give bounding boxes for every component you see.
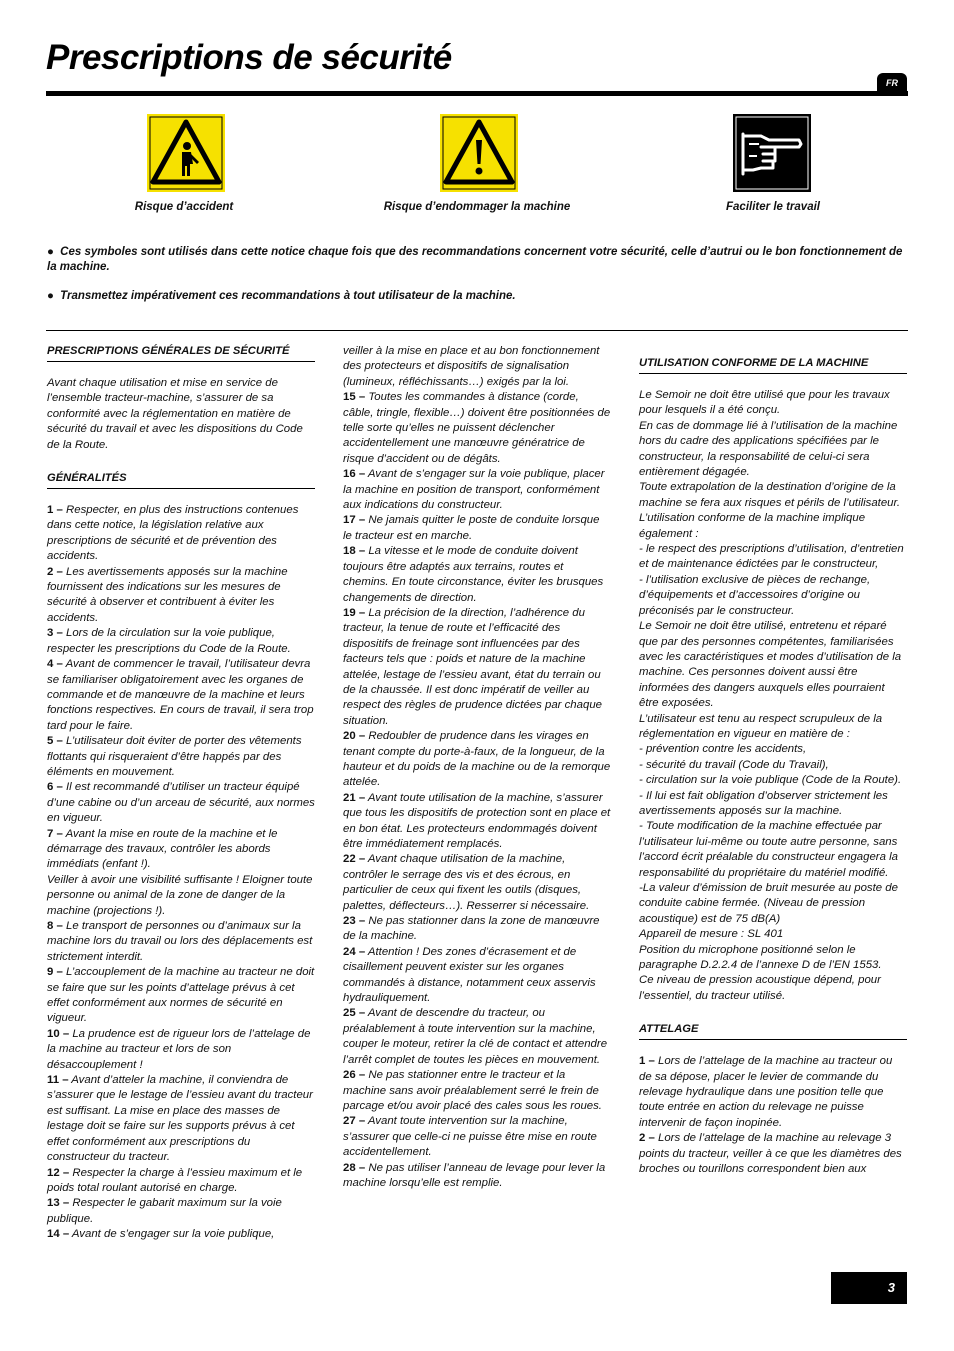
item-text: La vitesse et le mode de conduite doivent toujours être adaptés aux terrains, routes et chemins. En toute circonstance, éviter les brusques changements de direction. xyxy=(343,545,604,604)
section-heading: PRESCRIPTIONS GÉNÉRALES DE SÉCURITÉ xyxy=(47,344,315,362)
machine-damage-warning-icon xyxy=(440,114,518,192)
numbered-item xyxy=(47,1027,315,1073)
numbered-item xyxy=(343,1006,611,1068)
paragraph: -La valeur d’émission de bruit mesurée au poste de conduite cabine fermée. (Niveau de pression acoustique) est de 75 dB(A) xyxy=(639,882,898,925)
numbered-item xyxy=(47,1196,315,1227)
numbered-item xyxy=(343,513,611,544)
numbered-item xyxy=(47,827,315,873)
item-number: 12 – xyxy=(47,1166,70,1179)
item-text: Attention ! Des zones d’écrasement et de cisaillement peuvent exister sur les organes commandés à distance, notamment ceux asservis hydrauliquement. xyxy=(343,945,596,1005)
item-text: Lors de la circulation sur la voie publique, respecter les prescriptions du Code de la Route. xyxy=(47,627,291,655)
paragraph: - Il lui est fait obligation d’observer strictement les avertissements apposés sur la machine. xyxy=(639,789,888,817)
item-number: 11 – xyxy=(47,1074,69,1087)
item-text: Ne pas utiliser l’anneau de levage pour lever la machine lorsqu’elle est remplie. xyxy=(343,1161,606,1189)
item-text: Lors de l’attelage de la machine au tracteur ou de sa dépose, placer le levier de commande du relevage hydraulique dans une position telle que toute entrée en action du relevage ne puisse intervenir de façon inopinée. xyxy=(639,1055,893,1129)
item-text: Ne pas stationner entre le tracteur et la machine sans avoir préalablement serré le frein de parcage et/ou avoir placé des cales sous les roues. xyxy=(343,1069,602,1112)
item-number: 24 – xyxy=(343,945,366,958)
numbered-item xyxy=(343,606,611,729)
numbered-item xyxy=(343,791,611,853)
numbered-item xyxy=(343,390,611,467)
pointing-hand-icon xyxy=(733,114,811,192)
numbered-item xyxy=(47,1227,315,1242)
numbered-item xyxy=(47,503,315,565)
item-text: Respecter la charge à l’essieu maximum et le poids total roulant autorisé en charge. xyxy=(47,1166,303,1194)
item-number: 14 – xyxy=(47,1228,70,1241)
paragraph: - prévention contre les accidents, xyxy=(639,743,807,756)
symbol-caption-accident: Risque d’accident xyxy=(134,201,234,213)
symbol-caption-make-work-easier: Faciliter le travail xyxy=(726,201,820,213)
item-text: Respecter le gabarit maximum sur la voie publique. xyxy=(47,1197,282,1225)
item-text: Avant de commencer le travail, l’utilisateur devra se familiariser obligatoirement avec les organes de commande et de manœuvre de la machine et leurs fonctions respectives. En cours de travail, il sera trop tard pour le faire. xyxy=(47,658,314,732)
numbered-item xyxy=(343,467,611,513)
item-number: 13 – xyxy=(47,1197,70,1210)
numbered-item xyxy=(639,1054,907,1131)
numbered-item xyxy=(47,565,315,627)
item-number: 6 – xyxy=(47,781,63,794)
item-number: 23 – xyxy=(343,915,366,928)
item-number: 3 – xyxy=(47,627,63,640)
item-number: 9 – xyxy=(47,966,63,979)
accident-hazard-icon xyxy=(147,114,225,192)
title-rule xyxy=(46,91,908,96)
paragraph: - circulation sur la voie publique (Code de la Route). xyxy=(639,774,902,787)
numbered-item xyxy=(47,1166,315,1197)
item-number: 20 – xyxy=(343,730,366,743)
item-number: 2 – xyxy=(47,565,63,578)
paragraph: Appareil de mesure : SL 401 xyxy=(639,928,784,941)
paragraph: L’utilisation conforme de la machine implique également : xyxy=(639,512,866,540)
text-column-1 xyxy=(47,344,315,1243)
numbered-item xyxy=(343,1068,611,1114)
paragraph: Position du microphone positionné selon le paragraphe D.2.2.4 de l’annexe D de l’EN 1553. xyxy=(639,943,882,972)
item-text: Ne pas stationner dans la zone de manœuvre de la machine. xyxy=(343,915,600,943)
section-rule xyxy=(46,330,908,331)
paragraph: En cas de dommage lié à l’utilisation de la machine hors du cadre des applications spécifiées par le constructeur, la responsabilité de celui-ci sera entièrement dégagée. xyxy=(639,419,898,479)
numbered-item xyxy=(47,965,315,1027)
numbered-item xyxy=(47,657,315,734)
item-text: Avant la mise en route de la machine et le démarrage des travaux, contrôler les abords immédiats (enfant !). xyxy=(47,827,278,871)
text-column-2 xyxy=(343,344,611,1191)
item-text: Il est recommandé d’utiliser un tracteur équipé d’une cabine ou d’un arceau de sécurité, aux normes en vigueur. xyxy=(47,781,315,825)
item-number: 2 – xyxy=(639,1132,655,1145)
note-transmit-recommendations: ● Transmettez impérativement ces recommandations à tout utilisateur de la machine. xyxy=(47,290,516,302)
item-number: 28 – xyxy=(343,1161,366,1174)
item-number: 27 – xyxy=(343,1115,366,1128)
paragraph: veiller à la mise en place et au bon fonctionnement des protecteurs et dispositifs de signalisation (lumineux, réfléchissants…) exigés par la loi. xyxy=(343,345,600,388)
spacer xyxy=(47,453,315,471)
item-text: Lors de l’attelage de la machine au relevage 3 points du tracteur, veiller à ce que les diamètres des broches ou tourillons correspondent bien aux xyxy=(639,1132,902,1176)
item-text: Avant de descendre du tracteur, ou préalablement à toute intervention sur la machine, couper le moteur, retirer la clé de contact et attendre l’arrêt complet de toutes les pièces en mouvement. xyxy=(343,1007,608,1066)
item-text: Ne jamais quitter le poste de conduite lorsque le tracteur est en marche. xyxy=(343,514,600,542)
numbered-item xyxy=(47,626,315,657)
spacer xyxy=(639,344,907,356)
item-text: Respecter, en plus des instructions contenues dans cette notice, la législation relative aux prescriptions de sécurité et de prévention des accidents. xyxy=(47,504,299,563)
numbered-item xyxy=(47,919,315,965)
symbol-notes xyxy=(47,245,907,318)
text-column-3 xyxy=(639,344,907,1178)
page-number: 3 xyxy=(831,1272,907,1304)
paragraph: Toute extrapolation de la destination d’origine de la machine se fera aux risques et périls de l’utilisateur. xyxy=(639,481,901,509)
paragraph: - le respect des prescriptions d’utilisation, d’entretien et de maintenance édictées par le constructeur, xyxy=(639,543,904,571)
paragraph: - sécurité du travail (Code du Travail), xyxy=(639,758,829,771)
item-number: 21 – xyxy=(343,791,366,804)
item-number: 17 – xyxy=(343,514,366,527)
item-text: Avant chaque utilisation de la machine, contrôler le serrage des vis et des écrous, en particulier de ceux qui fixent les outils (disques, palettes, déflecteurs…). Resserrer si nécessaire. xyxy=(343,853,590,912)
language-badge: FR xyxy=(877,73,907,93)
item-number: 5 – xyxy=(47,735,63,748)
item-number: 15 – xyxy=(343,391,366,404)
numbered-item xyxy=(47,1073,315,1165)
paragraph: L’utilisateur est tenu au respect scrupuleux de la réglementation en vigueur en matière de : xyxy=(639,712,883,740)
item-number: 8 – xyxy=(47,920,63,932)
item-text: Le transport de personnes ou d’animaux sur la machine lors du travail ou lors des déplacements est strictement interdit. xyxy=(47,920,313,963)
numbered-item xyxy=(343,729,611,791)
item-number: 7 – xyxy=(47,827,63,840)
numbered-item xyxy=(343,852,611,914)
paragraph: - Toute modification de la machine effectuée par l’utilisateur lui-même ou toute autre personne, sans l’accord écrit préalable du constructeur engagera la responsabilité du propriétaire du matériel modifié. xyxy=(639,820,898,879)
item-text: Les avertissements apposés sur la machine fournissent des indications sur les mesures de sécurité à observer et contribuent à éviter les accidents. xyxy=(47,565,288,624)
paragraph: Veiller à avoir une visibilité suffisante ! Eloigner toute personne ou animal de la zone de danger de la machine (projections !). xyxy=(47,873,313,917)
symbol-caption-machine-damage: Risque d’endommager la machine xyxy=(383,201,571,213)
section-heading: GÉNÉRALITÉS xyxy=(47,471,315,489)
item-text: Toutes les commandes à distance (corde, câble, tringle, flexible…) doivent être positionnées de telle sorte qu’elles ne puissent déclencher accidentellement une manœuvre génératrice de risque d’accident ou de dégâts. xyxy=(343,391,611,465)
item-text: Avant de s’engager sur la voie publique, xyxy=(69,1228,275,1241)
item-number: 22 – xyxy=(343,853,366,866)
item-number: 4 – xyxy=(47,658,63,671)
item-text: Avant toute utilisation de la machine, s’assurer que tous les dispositifs de protection sont en place et en bon état. Les protecteurs endommagés doivent être immédiatement remplacés. xyxy=(343,791,611,850)
item-text: Redoubler de prudence dans les virages en tenant compte du porte-à-faux, de la longueur, de la hauteur et du poids de la machine ou de la remorque attelée. xyxy=(343,730,611,789)
item-text: Avant de s’engager sur la voie publique, placer la machine en position de transport, conformément aux indications du constructeur. xyxy=(343,468,605,512)
numbered-item xyxy=(47,734,315,780)
item-number: 10 – xyxy=(47,1027,70,1040)
paragraph: Ce niveau de pression acoustique dépend, pour l’essentiel, du tracteur utilisé. xyxy=(639,974,881,1002)
numbered-item xyxy=(343,1114,611,1160)
numbered-item xyxy=(343,544,611,606)
numbered-item xyxy=(343,1161,611,1192)
item-number: 18 – xyxy=(343,545,366,558)
page-title: Prescriptions de sécurité xyxy=(46,38,452,77)
item-text: Avant d’atteler la machine, il conviendra de s’assurer que le lestage de l’essieu avant du tracteur est suffisant. La mise en place des masses de lestage doit se faire sur les supports prévus à cet effet conformément aux prescriptions du constructeur du tracteur. xyxy=(47,1074,313,1164)
section-heading: UTILISATION CONFORME DE LA MACHINE xyxy=(639,356,907,374)
item-number: 26 – xyxy=(343,1069,366,1082)
numbered-item xyxy=(639,1131,907,1177)
numbered-item xyxy=(47,780,315,826)
item-text: Avant toute intervention sur la machine, s’assurer que celle-ci ne puisse être mise en route accidentellement. xyxy=(343,1115,597,1159)
numbered-item xyxy=(343,945,611,1007)
section-heading: ATTELAGE xyxy=(639,1022,907,1040)
item-text: L’accouplement de la machine au tracteur ne doit se faire que sur les points d’attelage prévus à cet effet conformément aux normes de sécurité en vigueur. xyxy=(47,966,315,1025)
spacer xyxy=(639,1004,907,1022)
item-number: 1 – xyxy=(47,504,63,517)
item-number: 1 – xyxy=(639,1055,655,1068)
item-number: 25 – xyxy=(343,1007,366,1020)
paragraph: Avant chaque utilisation et mise en service de l’ensemble tracteur-machine, s’assurer de sa conformité avec la réglementation en matière de sécurité du travail et avec les dispositions du Code de la Route. xyxy=(47,377,303,451)
item-number: 16 – xyxy=(343,468,366,481)
paragraph: - l’utilisation exclusive de pièces de rechange, d’équipements et d’accessoires d’origine ou préconisés par le constructeur. xyxy=(639,573,871,617)
item-text: L’utilisateur doit éviter de porter des vêtements flottants qui risqueraient d’être happés par des éléments en mouvement. xyxy=(47,735,302,778)
paragraph: Le Semoir ne doit être utilisé que pour les travaux pour lesquels il a été conçu. xyxy=(639,389,890,417)
paragraph: Le Semoir ne doit être utilisé, entretenu et réparé que par des personnes compétentes, familiarisées avec les caractéristiques et modes d’utilisation de la machine. Ces personnes doivent aussi être informées des dangers auxquels elles pourraient être exposées. xyxy=(639,620,902,710)
item-text: La prudence est de rigueur lors de l’attelage de la machine au tracteur et lors de son désaccouplement ! xyxy=(47,1027,311,1071)
note-symbols-usage: ● Ces symboles sont utilisés dans cette notice chaque fois que des recommandations concernent votre sécurité, celle d’autrui ou le bon fonctionnement de la machine. xyxy=(47,246,903,273)
numbered-item xyxy=(343,914,611,945)
item-text: La précision de la direction, l’adhérence du tracteur, la tenue de route et l’efficacité des dispositifs de freinage sont influencées par des facteurs tels que : poids et nature de la machine attelée, lestage de l’essieu avant, état du terrain ou de la chaussée. Il est donc impératif de veiller au respect des règles de prudence dictées par chaque situation. xyxy=(343,606,602,727)
item-number: 19 – xyxy=(343,606,366,619)
